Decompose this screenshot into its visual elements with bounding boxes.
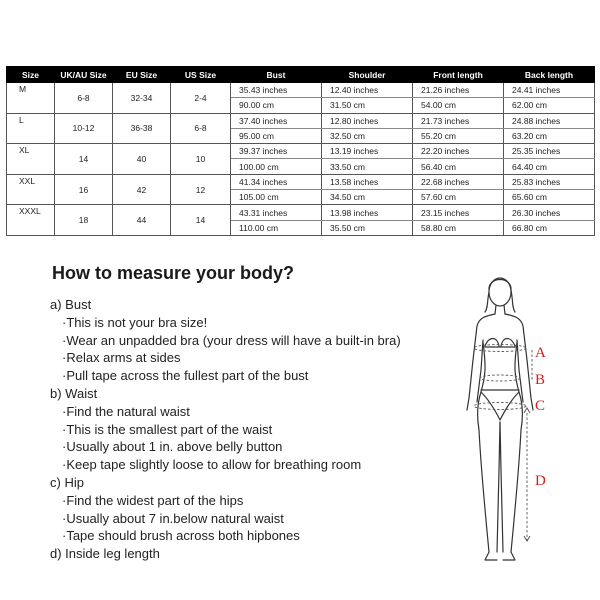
- back-length-inches: 24.41 inches: [504, 83, 595, 98]
- shoulder-cm: 32.50 cm: [322, 128, 413, 143]
- tip-item: ·Find the natural waist: [62, 403, 190, 419]
- uk-au-size: 14: [55, 144, 113, 175]
- section-bust-heading: a) Bust: [50, 297, 92, 312]
- tip-item: ·Pull tape across the fullest part of the bust: [62, 368, 309, 384]
- uk-au-size: 10-12: [55, 113, 113, 144]
- eu-size: 42: [113, 174, 171, 205]
- body-measurement-figure: [455, 270, 595, 570]
- back-length-inches: 25.35 inches: [504, 144, 595, 159]
- us-size: 10: [171, 144, 231, 175]
- front-length-cm: 57.60 cm: [413, 190, 504, 205]
- front-length-inches: 23.15 inches: [413, 205, 504, 220]
- tip-item: ·Wear an unpadded bra (your dress will have a built-in bra): [62, 332, 401, 348]
- table-row: [7, 174, 595, 189]
- header-back-length: Back length: [504, 67, 595, 83]
- shoulder-inches: 12.40 inches: [322, 83, 413, 98]
- label-b-waist: B: [535, 372, 546, 388]
- bust-inches: 41.34 inches: [231, 174, 322, 189]
- uk-au-size: 16: [55, 174, 113, 205]
- tip-item: ·Keep tape slightly loose to allow for breathing room: [62, 457, 362, 473]
- back-length-inches: 24.88 inches: [504, 113, 595, 128]
- size-chart-header-row: [7, 67, 595, 83]
- header-eu-size: EU Size: [113, 67, 171, 83]
- shoulder-inches: 13.58 inches: [322, 174, 413, 189]
- header-uk-au-size: UK/AU Size: [55, 67, 113, 83]
- size-label: XXL: [7, 174, 55, 205]
- tip-item: ·This is not your bra size!: [62, 314, 208, 330]
- us-size: 2-4: [171, 83, 231, 114]
- header-shoulder: Shoulder: [322, 67, 413, 83]
- table-row: [7, 113, 595, 128]
- table-row: [7, 205, 595, 220]
- header-size: Size: [7, 67, 55, 83]
- uk-au-size: 6-8: [55, 83, 113, 114]
- front-length-inches: 22.68 inches: [413, 174, 504, 189]
- bust-cm: 95.00 cm: [231, 128, 322, 143]
- body-outline-illustration: [455, 270, 595, 570]
- guide-title: How to measure your body?: [52, 263, 295, 283]
- size-chart-table: [6, 66, 595, 236]
- bust-cm: 105.00 cm: [231, 190, 322, 205]
- tip-item: ·Find the widest part of the hips: [62, 492, 244, 508]
- tip-item: ·Tape should brush across both hipbones: [62, 528, 300, 544]
- eu-size: 40: [113, 144, 171, 175]
- back-length-cm: 63.20 cm: [504, 128, 595, 143]
- shoulder-cm: 33.50 cm: [322, 159, 413, 174]
- label-c-hip: C: [535, 398, 546, 414]
- front-length-cm: 58.80 cm: [413, 220, 504, 235]
- bust-inches: 37.40 inches: [231, 113, 322, 128]
- bust-inches: 35.43 inches: [231, 83, 322, 98]
- shoulder-cm: 31.50 cm: [322, 98, 413, 113]
- header-front-length: Front length: [413, 67, 504, 83]
- front-length-cm: 54.00 cm: [413, 98, 504, 113]
- bust-cm: 100.00 cm: [231, 159, 322, 174]
- size-label: L: [7, 113, 55, 144]
- size-label: XXXL: [7, 205, 55, 236]
- eu-size: 32-34: [113, 83, 171, 114]
- front-length-inches: 21.26 inches: [413, 83, 504, 98]
- size-label: XL: [7, 144, 55, 175]
- shoulder-inches: 13.19 inches: [322, 144, 413, 159]
- section-inside-leg-heading: d) Inside leg length: [50, 546, 160, 562]
- back-length-cm: 65.60 cm: [504, 190, 595, 205]
- shoulder-cm: 34.50 cm: [322, 190, 413, 205]
- eu-size: 36-38: [113, 113, 171, 144]
- front-length-inches: 22.20 inches: [413, 144, 504, 159]
- tip-item: ·This is the smallest part of the waist: [62, 421, 273, 437]
- shoulder-inches: 13.98 inches: [322, 205, 413, 220]
- bust-inches: 39.37 inches: [231, 144, 322, 159]
- measurement-guide: [50, 296, 470, 563]
- bust-cm: 90.00 cm: [231, 98, 322, 113]
- back-length-cm: 66.80 cm: [504, 220, 595, 235]
- front-length-cm: 55.20 cm: [413, 128, 504, 143]
- shoulder-inches: 12.80 inches: [322, 113, 413, 128]
- back-length-inches: 26.30 inches: [504, 205, 595, 220]
- us-size: 12: [171, 174, 231, 205]
- table-row: [7, 83, 595, 98]
- front-length-cm: 56.40 cm: [413, 159, 504, 174]
- us-size: 6-8: [171, 113, 231, 144]
- uk-au-size: 18: [55, 205, 113, 236]
- back-length-cm: 64.40 cm: [504, 159, 595, 174]
- tip-item: ·Usually about 1 in. above belly button: [62, 439, 283, 455]
- label-a-bust: A: [535, 345, 546, 361]
- front-length-inches: 21.73 inches: [413, 113, 504, 128]
- size-label: M: [7, 83, 55, 114]
- tip-item: ·Usually about 7 in.below natural waist: [62, 510, 284, 526]
- shoulder-cm: 35.50 cm: [322, 220, 413, 235]
- header-us-size: US Size: [171, 67, 231, 83]
- header-bust: Bust: [231, 67, 322, 83]
- label-d-inside-leg: D: [535, 473, 546, 489]
- back-length-inches: 25.83 inches: [504, 174, 595, 189]
- bust-inches: 43.31 inches: [231, 205, 322, 220]
- section-hip-heading: c) Hip: [50, 474, 84, 490]
- bust-cm: 110.00 cm: [231, 220, 322, 235]
- tip-item: ·Relax arms at sides: [62, 350, 181, 366]
- section-waist-heading: b) Waist: [50, 385, 98, 401]
- us-size: 14: [171, 205, 231, 236]
- eu-size: 44: [113, 205, 171, 236]
- back-length-cm: 62.00 cm: [504, 98, 595, 113]
- table-row: [7, 144, 595, 159]
